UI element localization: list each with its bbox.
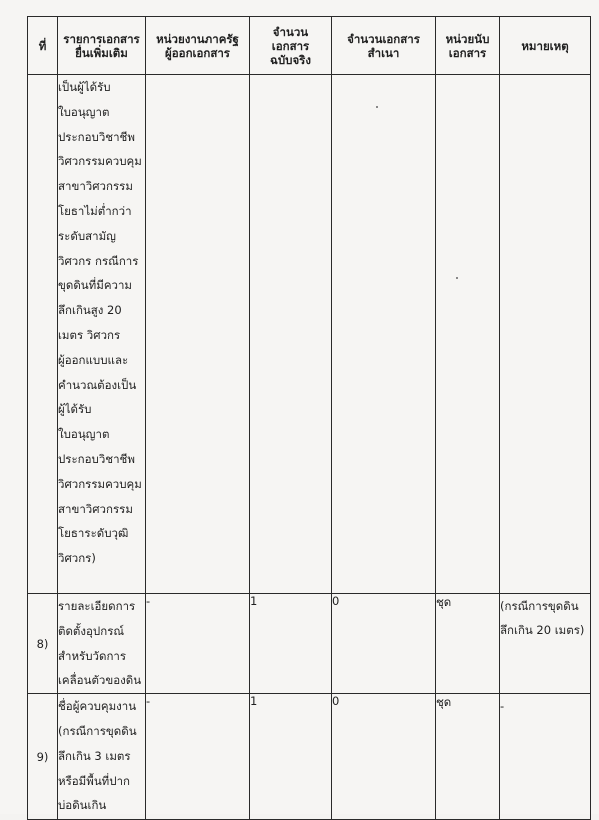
table-row	[28, 75, 591, 594]
row-copies: 0	[332, 594, 436, 694]
table-row	[28, 594, 591, 694]
scan-speck	[376, 106, 378, 108]
row-number: 8)	[28, 594, 58, 694]
row-unit: ชุด	[436, 594, 500, 694]
header-originals: จำนวน เอกสาร ฉบับจริง	[250, 17, 332, 75]
header-agency: หน่วยงานภาครัฐ ผู้ออกเอกสาร	[146, 17, 250, 75]
row-number: 9)	[28, 694, 58, 820]
row-copies: 0	[332, 694, 436, 820]
header-no: ที่	[28, 17, 58, 75]
row-agency: -	[146, 594, 250, 694]
document-requirements-table	[27, 16, 591, 820]
row-unit	[436, 75, 500, 594]
row-item: รายละเอียดการ ติดตั้งอุปกรณ์ สำหรับวัดการ เคลื่อนตัวของดิน	[58, 594, 146, 694]
row-unit: ชุด	[436, 694, 500, 820]
header-unit: หน่วยนับ เอกสาร	[436, 17, 500, 75]
row-remark	[500, 75, 591, 594]
row-number	[28, 75, 58, 594]
header-copies: จำนวนเอกสาร สำเนา	[332, 17, 436, 75]
row-originals	[250, 75, 332, 594]
row-remark: -	[500, 694, 591, 820]
table-header-row	[28, 17, 591, 75]
table-row	[28, 694, 591, 820]
row-agency	[146, 75, 250, 594]
row-originals: 1	[250, 594, 332, 694]
row-remark: (กรณีการขุดดิน ลึกเกิน 20 เมตร)	[500, 594, 591, 694]
header-remark: หมายเหตุ	[500, 17, 591, 75]
header-item: รายการเอกสาร ยื่นเพิ่มเติม	[58, 17, 146, 75]
row-originals: 1	[250, 694, 332, 820]
row-agency: -	[146, 694, 250, 820]
row-item: ชื่อผู้ควบคุมงาน (กรณีการขุดดิน ลึกเกิน 3 เมตร หรือมีพื้นที่ปาก บ่อดินเกิน	[58, 694, 146, 820]
row-item: เป็นผู้ได้รับ ใบอนุญาต ประกอบวิชาชีพ วิศวกรรมควบคุม สาขาวิศวกรรม โยธาไม่ต่ำกว่า ระดับสามัญ วิศวกร กรณีการ ขุดดินที่มีความ ลึกเกินสูง 20 เมตร วิศวกร ผู้ออกแบบและ คำนวณต้องเป็น ผู้ได้รับ ใบอนุญาต ประกอบวิชาชีพ วิศวกรรมควบคุม สาขาวิศวกรรม โยธาระดับวุฒิ วิศวกร)	[58, 75, 146, 594]
row-copies	[332, 75, 436, 594]
scan-speck	[456, 277, 458, 279]
